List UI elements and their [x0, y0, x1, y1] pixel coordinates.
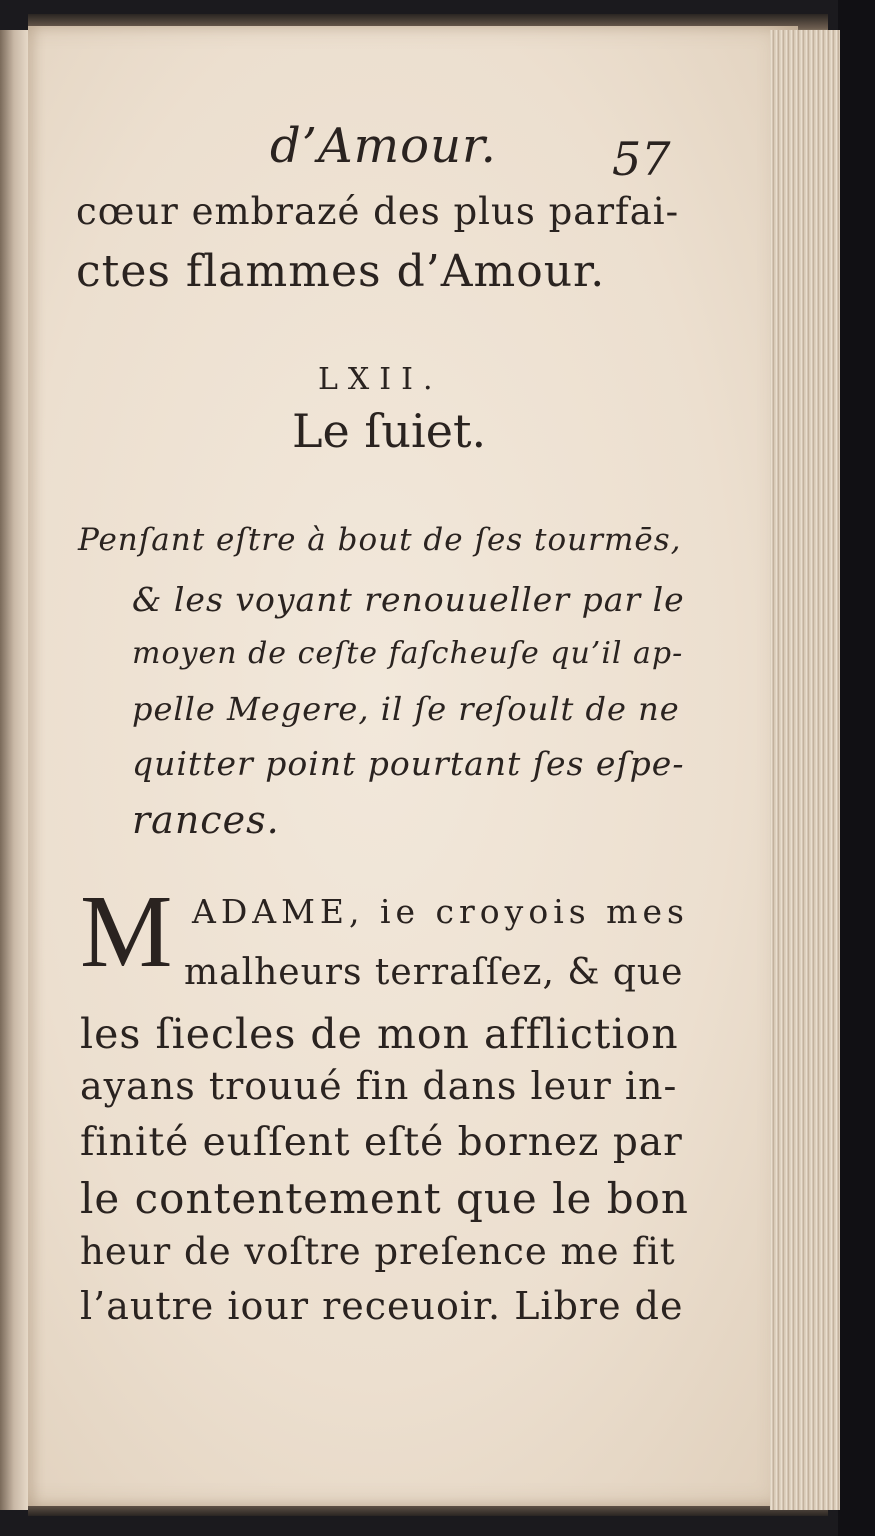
argument-line: pelle Megere, il ſe reſoult de ne	[132, 690, 680, 728]
background-shadow	[838, 0, 875, 1536]
letter-line: heur de voſtre preſence me fit	[80, 1230, 676, 1273]
argument-line: & les voyant renouueller par le	[132, 580, 685, 619]
argument-line: quitter point pourtant ſes eſpe-	[132, 744, 685, 783]
letter-line: le contentement que le bon	[80, 1174, 689, 1223]
letter-line: l’autre iour receuoir. Libre de	[80, 1284, 684, 1328]
running-head: d’Amour.	[270, 118, 497, 174]
argument-line: Penſant eſtre à bout de ſes tourmēs,	[78, 522, 682, 558]
page-block-edges	[770, 30, 840, 1510]
letter-line: malheurs terraſſez, & que	[184, 952, 684, 993]
section-number: LXII.	[318, 362, 443, 397]
previous-text-line: ctes flammes d’Amour.	[76, 246, 606, 297]
section-title: Le ſuiet.	[292, 404, 487, 458]
previous-text-line: cœur embrazé des plus parfai-	[76, 190, 680, 233]
page-number: 57	[612, 132, 671, 186]
letter-line: ayans trouué fin dans leur in-	[80, 1064, 678, 1108]
letter-line: finité euſſent eſté bornez par	[80, 1120, 683, 1165]
argument-line: rances.	[132, 798, 280, 842]
drop-cap: M	[80, 874, 173, 989]
letter-first-line: ADAME, ie croyois mes	[192, 892, 689, 931]
letter-line: les ſiecles de mon affliction	[80, 1010, 679, 1058]
argument-line: moyen de ceſte faſcheuſe qu’il ap-	[132, 636, 684, 671]
